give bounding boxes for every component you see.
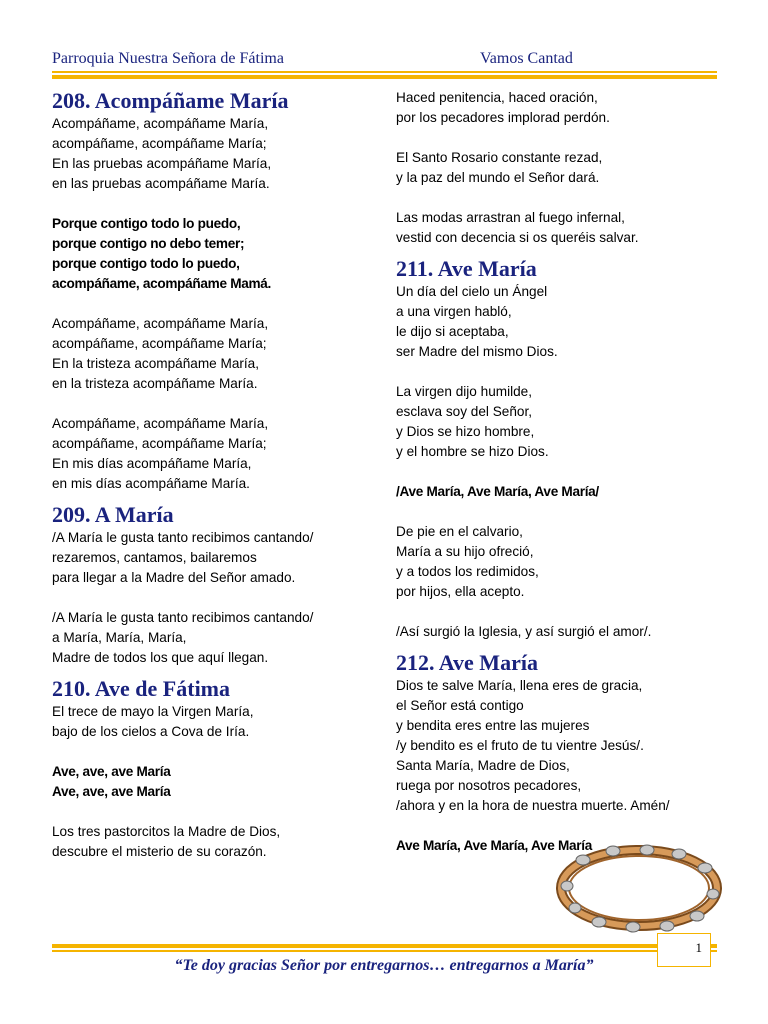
verse xyxy=(396,148,726,188)
header-rule-thick xyxy=(52,75,717,79)
lyric-line: y bendita eres entre las mujeres xyxy=(396,718,590,733)
lyric-line: en la tristeza acompáñame María. xyxy=(52,376,258,391)
page-number: 1 xyxy=(695,940,702,955)
verse xyxy=(396,208,726,248)
lyric-line: porque contigo no debo temer; xyxy=(52,236,245,251)
verse xyxy=(396,88,726,128)
lyric-line: El Santo Rosario constante rezad, xyxy=(396,150,603,165)
lyric-line: ser Madre del mismo Dios. xyxy=(396,344,558,359)
lyric-line: en mis días acompáñame María. xyxy=(52,476,250,491)
chorus xyxy=(52,214,382,294)
right-column xyxy=(396,88,726,856)
lyric-line: Las modas arrastran al fuego infernal, xyxy=(396,210,625,225)
verse xyxy=(52,822,382,862)
lyric-line: porque contigo todo lo puedo, xyxy=(52,256,240,271)
left-column xyxy=(52,88,382,862)
lyric-line: descubre el misterio de su corazón. xyxy=(52,844,267,859)
lyric-line: Ave, ave, ave María xyxy=(52,764,171,779)
lyric-line: para llegar a la Madre del Señor amado. xyxy=(52,570,296,585)
lyric-line: a María, María, María, xyxy=(52,630,187,645)
header-book-title: Vamos Cantad xyxy=(480,50,573,67)
lyric-line: acompáñame, acompáñame María; xyxy=(52,436,267,451)
song-title: 210. Ave de Fátima xyxy=(52,676,231,701)
footer-rule-thin xyxy=(52,950,717,952)
lyric-line: Haced penitencia, haced oración, xyxy=(396,90,598,105)
lyric-line: el Señor está contigo xyxy=(396,698,524,713)
lyric-line: Porque contigo todo lo puedo, xyxy=(52,216,241,231)
lyric-line: La virgen dijo humilde, xyxy=(396,384,533,399)
verse xyxy=(52,608,382,668)
song-title: 212. Ave María xyxy=(396,650,538,675)
lyric-line: María a su hijo ofreció, xyxy=(396,544,534,559)
lyric-line: Santa María, Madre de Dios, xyxy=(396,758,570,773)
lyric-line: /A María le gusta tanto recibimos cantando/ xyxy=(52,530,314,545)
lyric-line: De pie en el calvario, xyxy=(396,524,523,539)
lyric-line: En la tristeza acompáñame María, xyxy=(52,356,260,371)
lyric-line: acompáñame, acompáñame María; xyxy=(52,336,267,351)
lyric-line: Acompáñame, acompáñame María, xyxy=(52,416,269,431)
lyric-line: Ave María, Ave María, Ave María xyxy=(396,838,592,853)
lyric-line: ruega por nosotros pecadores, xyxy=(396,778,582,793)
lyric-line: Ave, ave, ave María xyxy=(52,784,171,799)
verse xyxy=(52,414,382,494)
lyric-line: Dios te salve María, llena eres de gracia, xyxy=(396,678,643,693)
lyric-line: esclava soy del Señor, xyxy=(396,404,533,419)
lyric-line: /y bendito es el fruto de tu vientre Jesús/. xyxy=(396,738,644,753)
lyric-line: /ahora y en la hora de nuestra muerte. Amén/ xyxy=(396,798,670,813)
lyric-line: Un día del cielo un Ángel xyxy=(396,284,548,299)
lyric-line: a una virgen habló, xyxy=(396,304,512,319)
lyric-line: y a todos los redimidos, xyxy=(396,564,539,579)
lyric-line: /A María le gusta tanto recibimos cantando/ xyxy=(52,610,314,625)
lyric-line: y Dios se hizo hombre, xyxy=(396,424,535,439)
page-header xyxy=(52,50,717,72)
lyric-line: en las pruebas acompáñame María. xyxy=(52,176,270,191)
footer-rule-thick xyxy=(52,944,717,948)
footer-quote: “Te doy gracias Señor por entregarnos… entregarnos a María” xyxy=(174,957,594,974)
tambourine-icon xyxy=(555,838,723,936)
verse xyxy=(396,622,726,642)
lyric-line: le dijo si aceptaba, xyxy=(396,324,509,339)
lyric-line: En mis días acompáñame María, xyxy=(52,456,252,471)
lyric-line: El trece de mayo la Virgen María, xyxy=(52,704,254,719)
lyric-line: En las pruebas acompáñame María, xyxy=(52,156,272,171)
lyric-line: por hijos, ella acepto. xyxy=(396,584,525,599)
lyric-line: vestid con decencia si os queréis salvar. xyxy=(396,230,639,245)
song-title: 208. Acompáñame María xyxy=(52,88,289,113)
header-parish: Parroquia Nuestra Señora de Fátima xyxy=(52,50,284,67)
verse xyxy=(52,702,382,742)
lyric-line: por los pecadores implorad perdón. xyxy=(396,110,610,125)
header-rule-thin xyxy=(52,71,717,73)
verse xyxy=(52,114,382,194)
chorus xyxy=(396,482,726,502)
lyric-line: bajo de los cielos a Cova de Iría. xyxy=(52,724,250,739)
lyric-line: acompáñame, acompáñame Mamá. xyxy=(52,276,272,291)
lyric-line: /Así surgió la Iglesia, y así surgió el amor/. xyxy=(396,624,652,639)
lyric-line: y el hombre se hizo Dios. xyxy=(396,444,549,459)
lyric-line: Acompáñame, acompáñame María, xyxy=(52,116,269,131)
lyric-line: /Ave María, Ave María, Ave María/ xyxy=(396,484,599,499)
lyric-line: acompáñame, acompáñame María; xyxy=(52,136,267,151)
lyric-line: Los tres pastorcitos la Madre de Dios, xyxy=(52,824,281,839)
lyric-line: rezaremos, cantamos, bailaremos xyxy=(52,550,257,565)
lyric-line: Acompáñame, acompáñame María, xyxy=(52,316,269,331)
verse xyxy=(396,382,726,462)
verse xyxy=(52,314,382,394)
verse xyxy=(396,522,726,602)
lyric-line: Madre de todos los que aquí llegan. xyxy=(52,650,269,665)
song-title: 209. A María xyxy=(52,502,174,527)
verse xyxy=(396,282,726,362)
verse xyxy=(52,528,382,588)
chorus xyxy=(52,762,382,802)
verse xyxy=(396,676,726,816)
lyric-line: y la paz del mundo el Señor dará. xyxy=(396,170,600,185)
song-title: 211. Ave María xyxy=(396,256,537,281)
